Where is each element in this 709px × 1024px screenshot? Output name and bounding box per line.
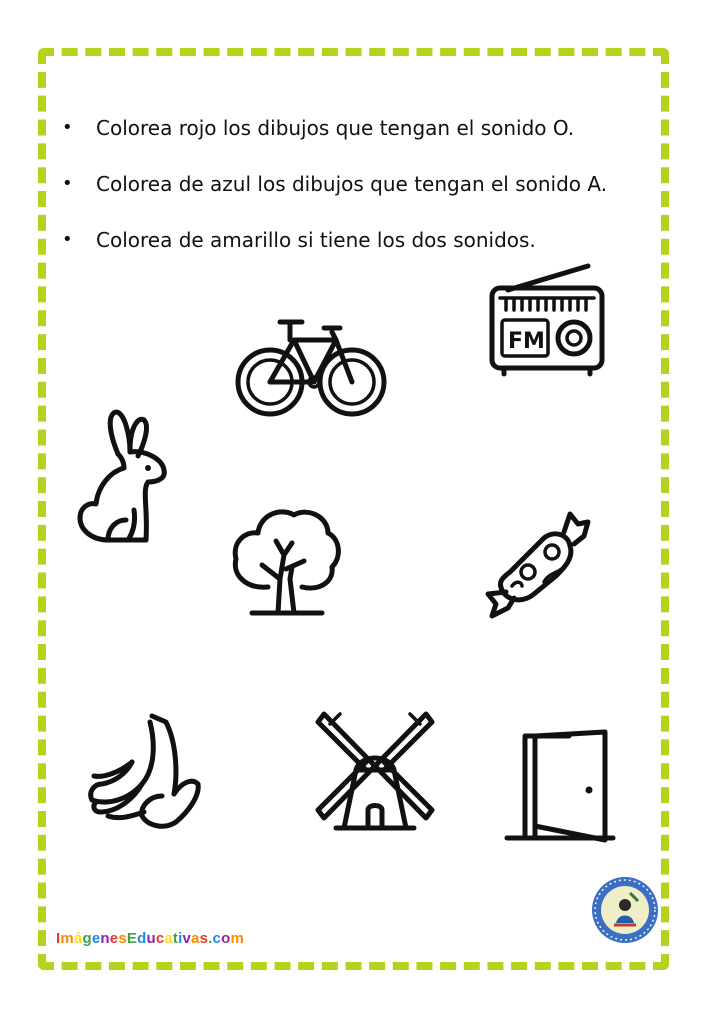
radio-fm-label: FM [508,329,545,354]
brand-letter: c [212,930,222,947]
door-icon [505,728,615,846]
brand-letter: á [73,930,83,947]
brand-letter: e [91,930,101,947]
brand-letter: . [208,930,213,947]
candy-icon [478,510,590,618]
brand-letter: m [230,930,244,947]
brand-letter: e [109,930,119,947]
rabbit-icon [72,410,172,545]
brand-letter: c [155,930,165,947]
brand-watermark [56,930,244,947]
instruction-text: Colorea de azul los dibujos que tengan el sonido A. [96,172,608,196]
brand-letter: I [56,930,61,947]
bullet: • [62,117,73,138]
brand-letter: s [199,930,209,947]
instruction-list [62,108,682,276]
bullet: • [62,173,73,194]
brand-letter: a [191,930,200,947]
brand-letter: g [82,930,92,947]
radio-icon [488,258,606,376]
brand-letter: v [182,930,192,947]
instruction-item [62,164,682,220]
brand-letter: s [118,930,127,947]
instruction-text: Colorea rojo los dibujos que tengan el sonido O. [96,116,575,140]
brand-letter: d [137,930,147,947]
windmill-icon [316,710,434,832]
brand-letter: n [100,930,110,947]
bullet: • [62,229,73,250]
brand-letter: u [146,930,156,947]
brand-letter: a [164,930,173,947]
banana-icon [84,712,204,830]
brand-letter: i [178,930,183,947]
bicycle-icon [232,310,390,420]
logo-seal [590,875,660,945]
tree-icon [228,505,343,617]
brand-letter: m [60,930,74,947]
instruction-item [62,108,682,164]
brand-letter: o [221,930,231,947]
brand-letter: E [126,930,138,947]
instruction-text: Colorea de amarillo si tiene los dos sonidos. [96,228,536,252]
brand-letter: t [172,930,179,947]
